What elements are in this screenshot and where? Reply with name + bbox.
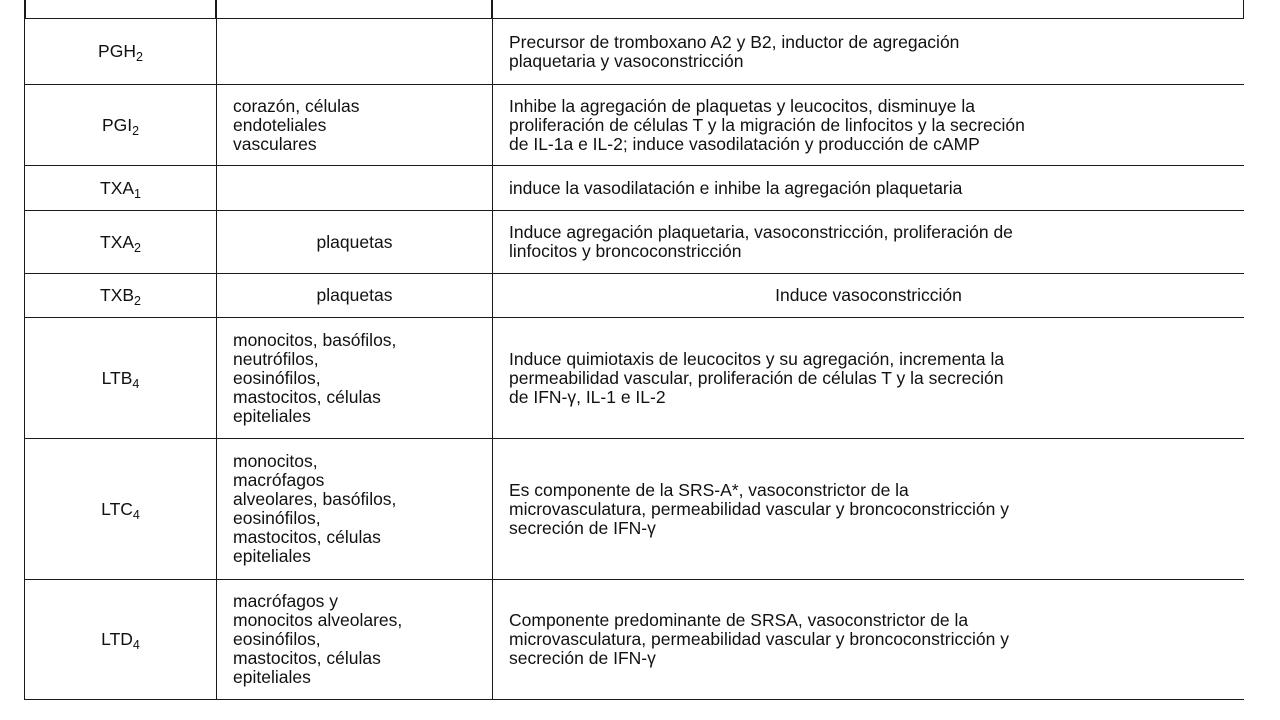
table-row bbox=[25, 19, 1245, 85]
effect-cell bbox=[493, 166, 1245, 211]
effect-text: Induce vasoconstricción bbox=[775, 285, 962, 305]
mediator-subscript: 2 bbox=[135, 50, 143, 64]
source-text: macrófagos y monocitos alveolares, eosinófilos, mastocitos, células epiteliales bbox=[233, 591, 403, 687]
source-cell bbox=[217, 85, 493, 166]
mediator-cell bbox=[25, 19, 217, 85]
mediator-name: LTD bbox=[101, 629, 133, 649]
mediator-subscript: 2 bbox=[134, 294, 141, 308]
table-row bbox=[25, 166, 1245, 211]
source-cell bbox=[217, 580, 493, 700]
effect-cell bbox=[493, 580, 1245, 700]
source-cell bbox=[217, 318, 493, 439]
mediator-subscript: 4 bbox=[132, 507, 140, 522]
effect-text: Inhibe la agregación de plaquetas y leucocitos, disminuye la proliferación de células T y la migración de linfocitos y la secreción de IL-1a e IL-2; induce vasodilatación y producción de cAMP bbox=[509, 95, 1025, 154]
effect-text: Induce quimiotaxis de leucocitos y su agregación, incrementa la permeabilidad vascular, proliferación de células T y la secreción de IFN-γ, IL-1 e IL-2 bbox=[509, 348, 1005, 407]
mediator-subscript: 1 bbox=[134, 186, 141, 201]
mediator-cell bbox=[25, 166, 217, 211]
effect-cell bbox=[493, 318, 1245, 439]
mediator-name: PGH bbox=[98, 41, 136, 61]
mediator-name: LTC bbox=[101, 498, 133, 519]
effect-cell bbox=[493, 211, 1245, 274]
mediator-name: TXA bbox=[100, 231, 135, 252]
mediator-name: TXA bbox=[100, 177, 135, 198]
source-cell bbox=[217, 19, 493, 85]
effect-text: Precursor de tromboxano A2 y B2, inductor de agregación plaquetaria y vasoconstricción bbox=[509, 31, 960, 71]
table-row bbox=[25, 439, 1245, 580]
column-rule-right bbox=[1243, 0, 1245, 18]
source-cell bbox=[217, 211, 493, 274]
mediator-cell bbox=[25, 274, 217, 318]
mediator-subscript: 2 bbox=[132, 123, 140, 138]
table-row bbox=[25, 85, 1245, 166]
column-rule-2 bbox=[491, 0, 493, 18]
effect-cell bbox=[493, 19, 1245, 85]
source-text: plaquetas bbox=[316, 285, 393, 305]
mediator-subscript: 4 bbox=[132, 376, 140, 391]
eicosanoid-table bbox=[24, 18, 1244, 700]
mediator-cell bbox=[25, 85, 217, 166]
mediator-cell bbox=[25, 439, 217, 580]
table-row bbox=[25, 580, 1245, 700]
document-page bbox=[24, 0, 1244, 720]
effect-cell bbox=[493, 85, 1245, 166]
effect-cell bbox=[493, 439, 1245, 580]
mediator-name: LTB bbox=[101, 367, 133, 388]
table-top-continuation bbox=[24, 0, 1244, 18]
source-cell bbox=[217, 274, 493, 318]
table-row bbox=[25, 318, 1245, 439]
mediator-name: TXB bbox=[100, 285, 135, 305]
effect-text: Componente predominante de SRSA, vasoconstrictor de la microvasculatura, permeabilidad vascular y broncoconstricción y secreción de IFN-γ bbox=[509, 610, 1009, 668]
column-rule-1 bbox=[215, 0, 217, 18]
column-rule-left bbox=[24, 0, 26, 18]
mediator-cell bbox=[25, 318, 217, 439]
mediator-subscript: 4 bbox=[132, 638, 140, 652]
source-text: corazón, células endoteliales vasculares bbox=[233, 95, 360, 154]
source-text: plaquetas bbox=[316, 231, 393, 252]
mediator-cell bbox=[25, 211, 217, 274]
source-cell bbox=[217, 439, 493, 580]
mediator-name: PGI bbox=[101, 114, 133, 135]
source-text: monocitos, basófilos, neutrófilos, eosinófilos, mastocitos, células epiteliales bbox=[233, 329, 397, 426]
effect-text: Induce agregación plaquetaria, vasoconstricción, proliferación de linfocitos y broncoconstricción bbox=[509, 222, 1013, 261]
effect-text: Es componente de la SRS-A*, vasoconstrictor de la microvasculatura, permeabilidad vascular y broncoconstricción y secreción de IFN-γ bbox=[509, 479, 1009, 538]
table-row bbox=[25, 274, 1245, 318]
mediator-cell bbox=[25, 580, 217, 700]
source-cell bbox=[217, 166, 493, 211]
source-text: monocitos, macrófagos alveolares, basófilos, eosinófilos, mastocitos, células epiteliales bbox=[233, 451, 397, 566]
mediator-subscript: 2 bbox=[134, 240, 141, 255]
table-row bbox=[25, 211, 1245, 274]
effect-cell bbox=[493, 274, 1245, 318]
effect-text: induce la vasodilatación e inhibe la agregación plaquetaria bbox=[509, 177, 963, 198]
